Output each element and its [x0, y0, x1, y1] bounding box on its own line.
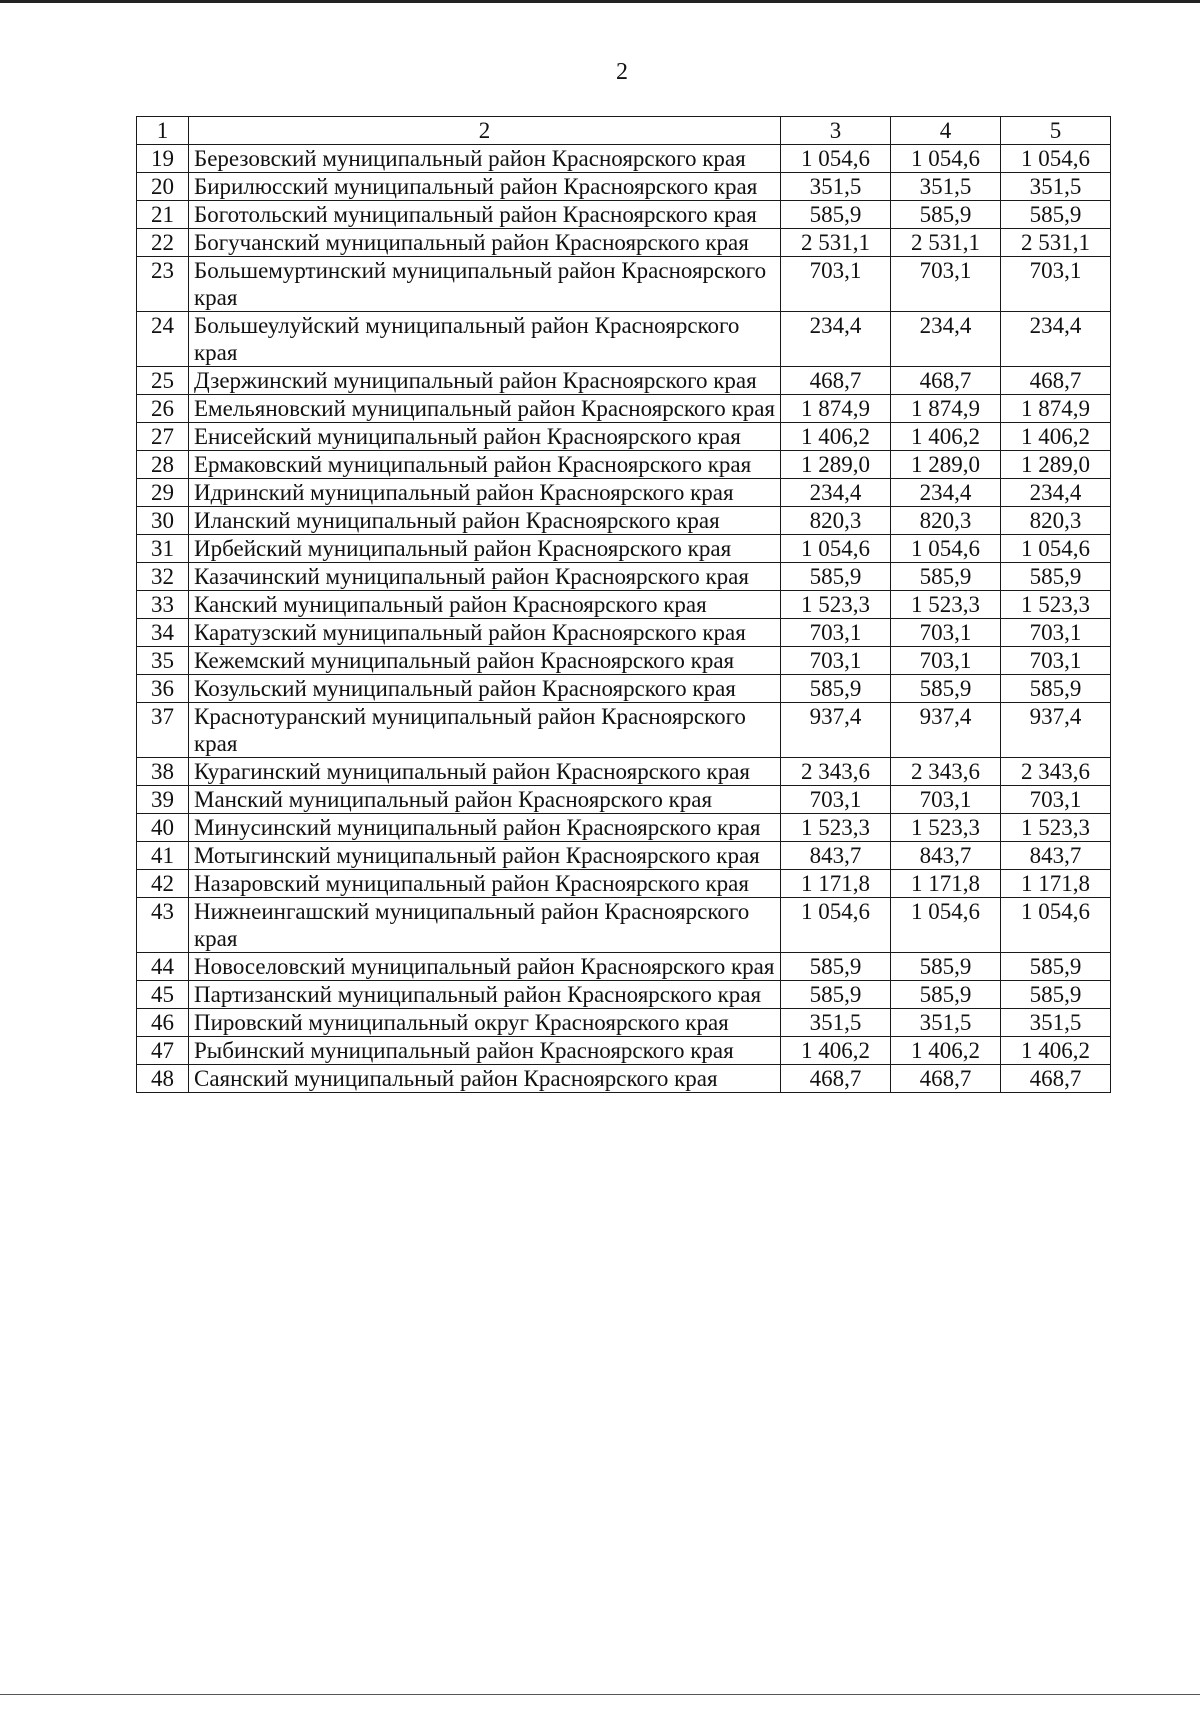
row-number: 21	[137, 201, 189, 229]
value-col-5: 1 171,8	[1001, 870, 1111, 898]
value-col-4: 843,7	[891, 842, 1001, 870]
municipality-name: Ирбейский муниципальный район Красноярского края	[189, 535, 781, 563]
value-col-4: 585,9	[891, 981, 1001, 1009]
value-col-3: 703,1	[781, 647, 891, 675]
table-row	[137, 173, 1111, 201]
value-col-4: 1 054,6	[891, 535, 1001, 563]
value-col-4: 585,9	[891, 563, 1001, 591]
value-col-4: 1 054,6	[891, 898, 1001, 953]
table-row	[137, 1065, 1111, 1093]
municipality-name: Нижнеингашский муниципальный район Красноярского края	[189, 898, 781, 953]
value-col-4: 585,9	[891, 201, 1001, 229]
value-col-4: 1 171,8	[891, 870, 1001, 898]
municipality-name: Назаровский муниципальный район Красноярского края	[189, 870, 781, 898]
municipality-name: Березовский муниципальный район Красноярского края	[189, 145, 781, 173]
municipality-name: Кежемский муниципальный район Красноярского края	[189, 647, 781, 675]
value-col-4: 1 406,2	[891, 423, 1001, 451]
municipality-name: Енисейский муниципальный район Красноярского края	[189, 423, 781, 451]
value-col-4: 703,1	[891, 619, 1001, 647]
value-col-5: 1 523,3	[1001, 591, 1111, 619]
value-col-4: 1 523,3	[891, 591, 1001, 619]
row-number: 46	[137, 1009, 189, 1037]
municipality-name: Минусинский муниципальный район Красноярского края	[189, 814, 781, 842]
value-col-5: 1 054,6	[1001, 145, 1111, 173]
municipality-name: Новоселовский муниципальный район Красноярского края	[189, 953, 781, 981]
value-col-4: 351,5	[891, 1009, 1001, 1037]
value-col-4: 585,9	[891, 675, 1001, 703]
row-number: 24	[137, 312, 189, 367]
value-col-5: 585,9	[1001, 675, 1111, 703]
allocation-table	[136, 116, 1111, 1093]
column-number-2: 2	[189, 117, 781, 145]
table-row	[137, 591, 1111, 619]
row-number: 33	[137, 591, 189, 619]
row-number: 41	[137, 842, 189, 870]
table-body	[137, 117, 1111, 1093]
row-number: 38	[137, 758, 189, 786]
table-row	[137, 257, 1111, 312]
value-col-5: 2 531,1	[1001, 229, 1111, 257]
table-row	[137, 981, 1111, 1009]
value-col-5: 234,4	[1001, 479, 1111, 507]
value-col-3: 585,9	[781, 953, 891, 981]
row-number: 22	[137, 229, 189, 257]
value-col-5: 468,7	[1001, 367, 1111, 395]
column-number-row	[137, 117, 1111, 145]
value-col-4: 1 289,0	[891, 451, 1001, 479]
municipality-name: Большеулуйский муниципальный район Красноярского края	[189, 312, 781, 367]
row-number: 43	[137, 898, 189, 953]
value-col-3: 234,4	[781, 479, 891, 507]
municipality-name: Боготольский муниципальный район Красноярского края	[189, 201, 781, 229]
row-number: 45	[137, 981, 189, 1009]
value-col-5: 703,1	[1001, 786, 1111, 814]
value-col-4: 1 874,9	[891, 395, 1001, 423]
row-number: 20	[137, 173, 189, 201]
value-col-3: 351,5	[781, 173, 891, 201]
table-row	[137, 953, 1111, 981]
municipality-name: Партизанский муниципальный район Красноярского края	[189, 981, 781, 1009]
column-number-4: 4	[891, 117, 1001, 145]
value-col-4: 234,4	[891, 479, 1001, 507]
municipality-name: Манский муниципальный район Красноярского края	[189, 786, 781, 814]
row-number: 28	[137, 451, 189, 479]
municipality-name: Иланский муниципальный район Красноярского края	[189, 507, 781, 535]
row-number: 31	[137, 535, 189, 563]
table-row	[137, 703, 1111, 758]
value-col-3: 585,9	[781, 201, 891, 229]
value-col-5: 1 054,6	[1001, 898, 1111, 953]
value-col-3: 468,7	[781, 367, 891, 395]
value-col-5: 585,9	[1001, 563, 1111, 591]
value-col-4: 585,9	[891, 953, 1001, 981]
value-col-4: 703,1	[891, 786, 1001, 814]
value-col-5: 585,9	[1001, 953, 1111, 981]
municipality-name: Саянский муниципальный район Красноярского края	[189, 1065, 781, 1093]
table-row	[137, 786, 1111, 814]
value-col-5: 843,7	[1001, 842, 1111, 870]
value-col-4: 820,3	[891, 507, 1001, 535]
row-number: 30	[137, 507, 189, 535]
value-col-5: 585,9	[1001, 201, 1111, 229]
value-col-5: 1 406,2	[1001, 423, 1111, 451]
value-col-5: 2 343,6	[1001, 758, 1111, 786]
scan-top-edge	[0, 0, 1200, 3]
table-row	[137, 870, 1111, 898]
page-number: 2	[616, 59, 628, 85]
value-col-4: 2 531,1	[891, 229, 1001, 257]
value-col-5: 703,1	[1001, 619, 1111, 647]
row-number: 36	[137, 675, 189, 703]
value-col-3: 234,4	[781, 312, 891, 367]
row-number: 27	[137, 423, 189, 451]
value-col-4: 234,4	[891, 312, 1001, 367]
table-row	[137, 1037, 1111, 1065]
row-number: 25	[137, 367, 189, 395]
value-col-5: 234,4	[1001, 312, 1111, 367]
value-col-4: 468,7	[891, 367, 1001, 395]
value-col-3: 820,3	[781, 507, 891, 535]
municipality-name: Казачинский муниципальный район Красноярского края	[189, 563, 781, 591]
value-col-4: 703,1	[891, 647, 1001, 675]
scan-bottom-edge	[0, 1694, 1200, 1695]
row-number: 37	[137, 703, 189, 758]
table-row	[137, 675, 1111, 703]
value-col-3: 585,9	[781, 675, 891, 703]
value-col-3: 703,1	[781, 619, 891, 647]
row-number: 35	[137, 647, 189, 675]
table-row	[137, 563, 1111, 591]
value-col-4: 1 054,6	[891, 145, 1001, 173]
municipality-name: Богучанский муниципальный район Красноярского края	[189, 229, 781, 257]
value-col-3: 2 531,1	[781, 229, 891, 257]
table-row	[137, 535, 1111, 563]
row-number: 44	[137, 953, 189, 981]
table-row	[137, 451, 1111, 479]
municipality-name: Краснотуранский муниципальный район Красноярского края	[189, 703, 781, 758]
table-row	[137, 423, 1111, 451]
value-col-4: 1 523,3	[891, 814, 1001, 842]
table-row	[137, 619, 1111, 647]
value-col-3: 703,1	[781, 786, 891, 814]
table-row	[137, 758, 1111, 786]
value-col-3: 1 523,3	[781, 814, 891, 842]
value-col-5: 1 523,3	[1001, 814, 1111, 842]
table-row	[137, 479, 1111, 507]
municipality-name: Канский муниципальный район Красноярского края	[189, 591, 781, 619]
value-col-4: 2 343,6	[891, 758, 1001, 786]
municipality-name: Ермаковский муниципальный район Красноярского края	[189, 451, 781, 479]
value-col-5: 703,1	[1001, 647, 1111, 675]
municipality-name: Мотыгинский муниципальный район Красноярского края	[189, 842, 781, 870]
row-number: 29	[137, 479, 189, 507]
table-row	[137, 312, 1111, 367]
value-col-3: 2 343,6	[781, 758, 891, 786]
value-col-3: 1 171,8	[781, 870, 891, 898]
row-number: 32	[137, 563, 189, 591]
municipality-name: Большемуртинский муниципальный район Красноярского края	[189, 257, 781, 312]
value-col-3: 1 523,3	[781, 591, 891, 619]
value-col-3: 585,9	[781, 981, 891, 1009]
value-col-5: 1 054,6	[1001, 535, 1111, 563]
value-col-5: 468,7	[1001, 1065, 1111, 1093]
row-number: 19	[137, 145, 189, 173]
value-col-5: 703,1	[1001, 257, 1111, 312]
value-col-3: 1 054,6	[781, 898, 891, 953]
value-col-5: 1 406,2	[1001, 1037, 1111, 1065]
value-col-5: 937,4	[1001, 703, 1111, 758]
table-row	[137, 145, 1111, 173]
municipality-name: Пировский муниципальный округ Красноярского края	[189, 1009, 781, 1037]
value-col-5: 351,5	[1001, 1009, 1111, 1037]
value-col-4: 937,4	[891, 703, 1001, 758]
municipality-name: Бирилюсский муниципальный район Красноярского края	[189, 173, 781, 201]
column-number-3: 3	[781, 117, 891, 145]
value-col-3: 1 874,9	[781, 395, 891, 423]
table-row	[137, 647, 1111, 675]
row-number: 26	[137, 395, 189, 423]
municipality-name: Козульский муниципальный район Красноярского края	[189, 675, 781, 703]
municipality-name: Дзержинский муниципальный район Красноярского края	[189, 367, 781, 395]
table-row	[137, 395, 1111, 423]
row-number: 48	[137, 1065, 189, 1093]
value-col-3: 937,4	[781, 703, 891, 758]
municipality-name: Идринский муниципальный район Красноярского края	[189, 479, 781, 507]
value-col-3: 703,1	[781, 257, 891, 312]
value-col-5: 1 874,9	[1001, 395, 1111, 423]
value-col-5: 351,5	[1001, 173, 1111, 201]
row-number: 34	[137, 619, 189, 647]
value-col-3: 1 054,6	[781, 535, 891, 563]
value-col-4: 468,7	[891, 1065, 1001, 1093]
table-row	[137, 229, 1111, 257]
municipality-name: Емельяновский муниципальный район Красноярского края	[189, 395, 781, 423]
table-row	[137, 898, 1111, 953]
row-number: 39	[137, 786, 189, 814]
table-row	[137, 814, 1111, 842]
value-col-3: 843,7	[781, 842, 891, 870]
row-number: 47	[137, 1037, 189, 1065]
value-col-4: 1 406,2	[891, 1037, 1001, 1065]
value-col-3: 1 406,2	[781, 1037, 891, 1065]
value-col-5: 585,9	[1001, 981, 1111, 1009]
row-number: 42	[137, 870, 189, 898]
table-row	[137, 842, 1111, 870]
municipality-name: Курагинский муниципальный район Красноярского края	[189, 758, 781, 786]
table-row	[137, 1009, 1111, 1037]
municipality-name: Каратузский муниципальный район Красноярского края	[189, 619, 781, 647]
municipality-name: Рыбинский муниципальный район Красноярского края	[189, 1037, 781, 1065]
value-col-3: 1 406,2	[781, 423, 891, 451]
row-number: 40	[137, 814, 189, 842]
value-col-3: 1 054,6	[781, 145, 891, 173]
value-col-5: 1 289,0	[1001, 451, 1111, 479]
value-col-3: 351,5	[781, 1009, 891, 1037]
table-row	[137, 367, 1111, 395]
value-col-3: 1 289,0	[781, 451, 891, 479]
value-col-3: 468,7	[781, 1065, 891, 1093]
value-col-5: 820,3	[1001, 507, 1111, 535]
value-col-3: 585,9	[781, 563, 891, 591]
column-number-5: 5	[1001, 117, 1111, 145]
table-row	[137, 201, 1111, 229]
table-row	[137, 507, 1111, 535]
row-number: 23	[137, 257, 189, 312]
value-col-4: 351,5	[891, 173, 1001, 201]
column-number-1: 1	[137, 117, 189, 145]
value-col-4: 703,1	[891, 257, 1001, 312]
